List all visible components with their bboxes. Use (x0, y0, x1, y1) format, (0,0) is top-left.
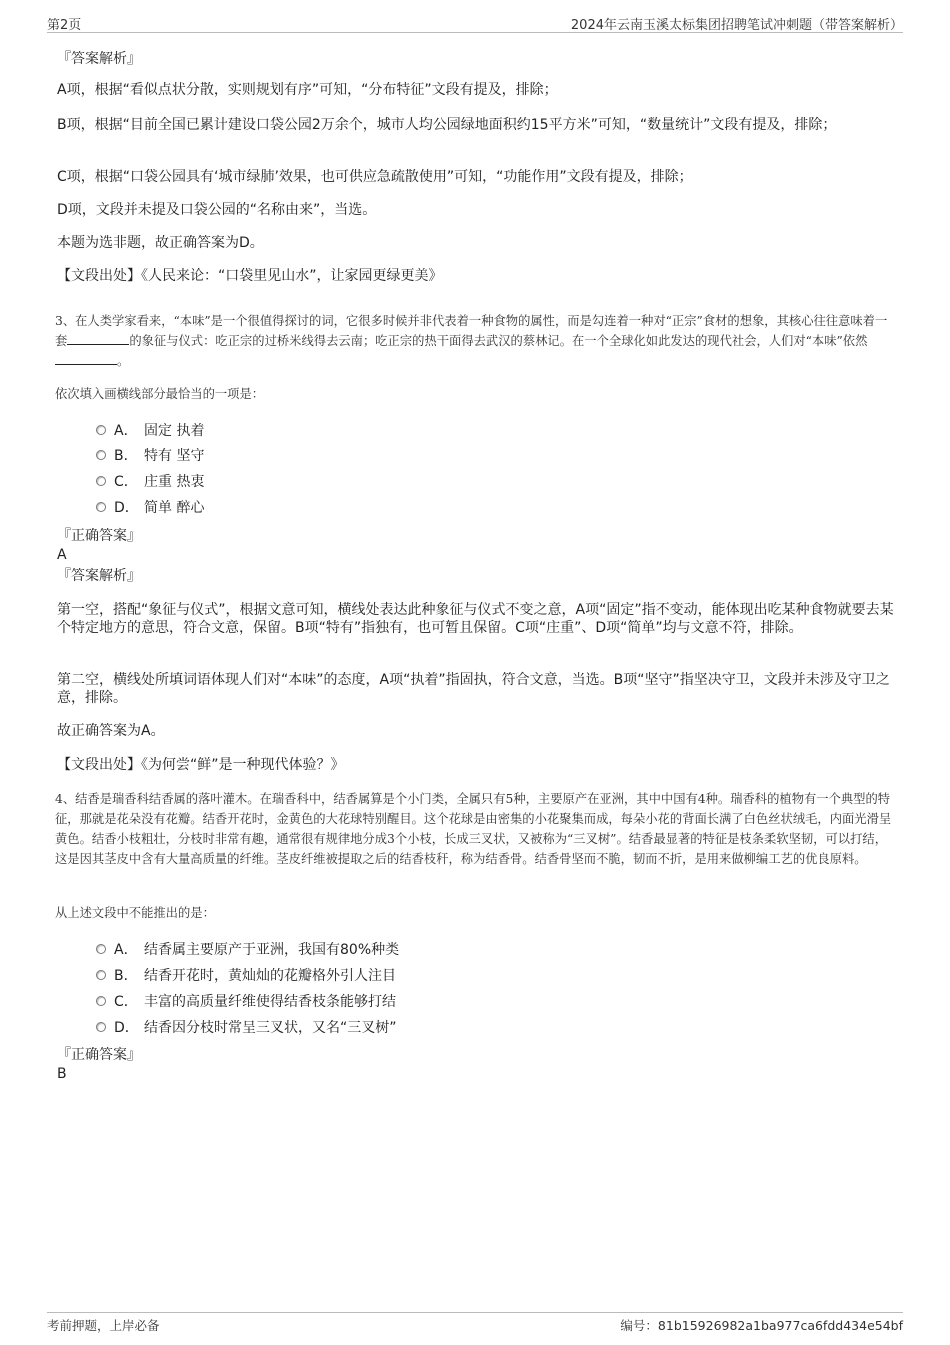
passage-source: 【文段出处】《为何尝“鲜”是一种现代体验？》 (57, 757, 345, 773)
page-footer (47, 1312, 903, 1335)
radio-icon[interactable] (96, 1022, 106, 1032)
option-b[interactable]: B． 结香开花时，黄灿灿的花瓣格外引人注目 (96, 966, 396, 986)
footer-slogan: 考前押题，上岸必备 (47, 1318, 160, 1333)
question-3-prompt: 依次填入画横线部分最恰当的一项是： (55, 387, 265, 401)
question-4-prompt: 从上述文段中不能推出的是： (55, 906, 215, 920)
option-c[interactable]: C． 庄重 热衷 (96, 472, 204, 492)
stem-end: 。 (117, 354, 130, 368)
page-number: 第2页 (47, 18, 82, 33)
radio-icon[interactable] (96, 450, 106, 460)
option-b[interactable]: B． 特有 坚守 (96, 446, 204, 466)
option-a[interactable]: A． 结香属主要原产于亚洲，我国有80%种类 (96, 940, 399, 960)
radio-icon[interactable] (96, 476, 106, 486)
radio-icon[interactable] (96, 502, 106, 512)
question-3-stem (55, 311, 895, 371)
stem-text-1: 3、在人类学家看来，“本味”是一个很值得探讨的词，它很多时候并非代表着一种食物的属性，而是勾连着一种对“正宗”食材的想象，其核心往往意味着一套 (55, 314, 888, 348)
stem-text-2: 的象征与仪式：吃正宗的过桥米线得去云南；吃正宗的热干面得去武汉的蔡林记。在一个全球化如此发达的现代社会，人们对“本味”依然 (129, 334, 868, 348)
correct-answer: B (57, 1066, 67, 1082)
analysis-paragraph-1: 第一空，搭配“象征与仪式”，根据文意可知，横线处表达此种象征与仪式不变之意，A项“固定”指不变动，能体现出吃某种食物就要去某个特定地方的意思，符合文意，保留。B项“特有”指独有，也可暂且保留。C项“庄重”、D项“简单”均与文意不符，排除。 (57, 602, 894, 636)
option-a[interactable]: A． 固定 执着 (96, 421, 204, 441)
correct-answer: A (57, 547, 67, 563)
analysis-line-c: C项，根据“口袋公园具有‘城市绿肺’效果，也可供应急疏散使用”可知，“功能作用”文段有提及，排除； (57, 169, 693, 185)
option-d[interactable]: D． 简单 醉心 (96, 498, 204, 518)
answer-heading: 『正确答案』 (57, 1047, 141, 1063)
document-title: 2024年云南玉溪太标集团招聘笔试冲刺题（带答案解析） (570, 18, 903, 33)
analysis-heading: 『答案解析』 (57, 568, 141, 584)
radio-icon[interactable] (96, 425, 106, 435)
analysis-conclusion: 本题为选非题，故正确答案为D。 (57, 235, 264, 251)
fill-blank-2 (55, 352, 117, 365)
question-4-stem: 4、结香是瑞香科结香属的落叶灌木。在瑞香科中，结香属算是个小门类，全属只有5种，主要原产在亚洲，其中中国有4种。瑞香科的植物有一个典型的特征，那就是花朵没有花瓣。结香开花时，金黄色的大花球特别醒目。这个花球是由密集的小花聚集而成，每朵小花的背面长满了白色丝状绒毛，内面光滑呈黄色。结香小枝粗壮，分枝时非常有趣，通常很有规律地分成3个小枝，长成三叉状，又被称为“三叉树”。结香最显著的特征是枝条柔软坚韧，可以打结，这是因其茎皮中含有大量高质量的纤维。茎皮纤维被提取之后的结香枝秆，称为结香骨。结香骨坚而不脆，韧而不折，是用来做柳编工艺的优良原料。 (55, 792, 892, 866)
analysis-line-a: A项，根据“看似点状分散，实则规划有序”可知，“分布特征”文段有提及，排除； (57, 82, 558, 98)
option-d[interactable]: D． 结香因分枝时常呈三叉状，又名“三叉树” (96, 1018, 397, 1038)
radio-icon[interactable] (96, 944, 106, 954)
document-id: 编号：81b15926982a1ba977ca6fdd434e54bf (620, 1318, 903, 1333)
radio-icon[interactable] (96, 996, 106, 1006)
analysis-line-d: D项，文段并未提及口袋公园的“名称由来”，当选。 (57, 202, 377, 218)
radio-icon[interactable] (96, 970, 106, 980)
analysis-paragraph-2: 第二空，横线处所填词语体现人们对“本味”的态度，A项“执着”指固执，符合文意，当选。B项“坚守”指坚决守卫，文段并未涉及守卫之意，排除。 (57, 672, 890, 706)
analysis-heading: 『答案解析』 (57, 51, 141, 67)
page-header (47, 14, 903, 33)
passage-source: 【文段出处】《人民来论：“口袋里见山水”，让家园更绿更美》 (57, 268, 443, 284)
option-c[interactable]: C． 丰富的高质量纤维使得结香枝条能够打结 (96, 992, 396, 1012)
answer-heading: 『正确答案』 (57, 528, 141, 544)
fill-blank-1 (67, 332, 129, 345)
analysis-conclusion: 故正确答案为A。 (57, 723, 165, 739)
analysis-line-b: B项，根据“目前全国已累计建设口袋公园2万余个，城市人均公园绿地面积约15平方米”可知，“数量统计”文段有提及，排除； (57, 117, 837, 133)
